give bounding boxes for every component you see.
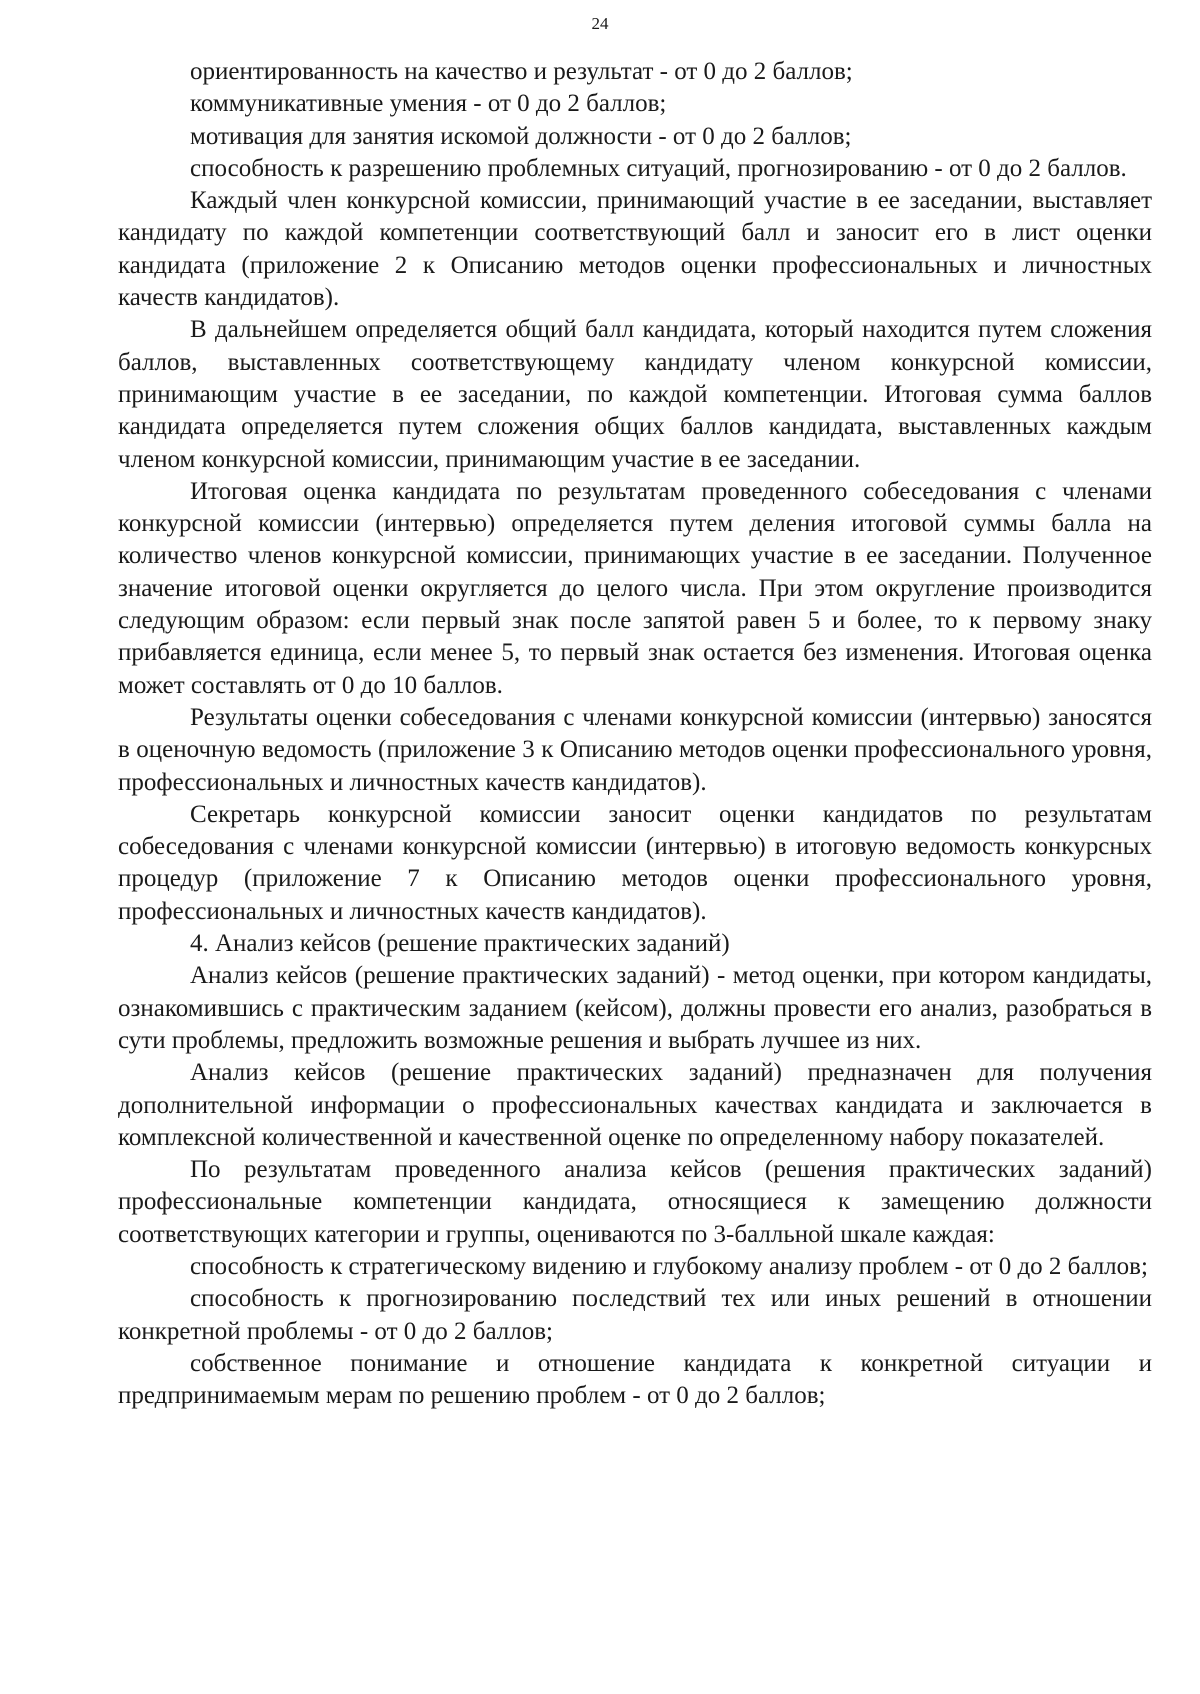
list-item-problem-solving: способность к разрешению проблемных ситуаций, прогнозированию - от 0 до 2 баллов.	[190, 154, 1127, 182]
section-heading-case-analysis: 4. Анализ кейсов (решение практических заданий)	[190, 930, 730, 958]
paragraph-evaluation-sheet: Результаты оценки собеседования с членами конкурсной комиссии (интервью) заносятся в оценочную ведомость (приложение 3 к Описанию методов оценки профессионального уровня, профессиональных и личностных качеств кандидатов).	[118, 703, 1152, 796]
paragraph-case-results: По результатам проведенного анализа кейсов (решения практических заданий) профессиональные компетенции кандидата, относящиеся к замещению должности соответствующих категории и группы, оцениваются по 3-балльной шкале каждая:	[118, 1156, 1152, 1248]
list-item-communication-skills: коммуникативные умения - от 0 до 2 баллов;	[190, 90, 667, 118]
list-item-strategic-vision: способность к стратегическому видению и глубокому анализу проблем - от 0 до 2 баллов;	[190, 1252, 1148, 1280]
paragraph-total-score: В дальнейшем определяется общий балл кандидата, который находится путем сложения баллов, выставленных соответствующему кандидату членом конкурсной комиссии, принимающим участие в ее заседании, по каждой компетенции. Итоговая сумма баллов кандидата определяется путем сложения общих баллов кандидата, выставленных каждым членом конкурсной комиссии, принимающим участие в ее заседании.	[118, 316, 1152, 473]
document-body	[118, 56, 1152, 1412]
paragraph-member-scoring: Каждый член конкурсной комиссии, принимающий участие в ее заседании, выставляет кандидату по каждой компетенции соответствующий балл и заносит его в лист оценки кандидата (приложение 2 к Описанию методов оценки профессиональных и личностных качеств кандидатов).	[118, 187, 1152, 312]
paragraph-case-purpose: Анализ кейсов (решение практических заданий) предназначен для получения дополнительной информации о профессиональных качествах кандидата и заключается в комплексной количественной и качественной оценке по определенному набору показателей.	[118, 1059, 1152, 1151]
page-number: 24	[591, 14, 609, 33]
list-item-motivation: мотивация для занятия искомой должности - от 0 до 2 баллов;	[190, 122, 852, 150]
paragraph-secretary: Секретарь конкурсной комиссии заносит оценки кандидатов по результатам собеседования с членами конкурсной комиссии (интервью) в итоговую ведомость конкурсных процедур (приложение 7 к Описанию методов оценки профессионального уровня, профессиональных и личностных качеств кандидатов).	[118, 800, 1152, 925]
list-item-forecasting: способность к прогнозированию последствий тех или иных решений в отношении конкретной проблемы - от 0 до 2 баллов;	[118, 1285, 1152, 1345]
list-item-own-understanding: собственное понимание и отношение кандидата к конкретной ситуации и предпринимаемым мерам по решению проблем - от 0 до 2 баллов;	[118, 1349, 1152, 1410]
paragraph-final-grade: Итоговая оценка кандидата по результатам проведенного собеседования с членами конкурсной комиссии (интервью) определяется путем деления итоговой суммы балла на количество членов конкурсной комиссии, принимающих участие в ее заседании. Полученное значение итоговой оценки округляется до целого числа. При этом округление производится следующим образом: если первый знак после запятой равен 5 и более, то к первому знаку прибавляется единица, если менее 5, то первый знак остается без изменения. Итоговая оценка может составлять от 0 до 10 баллов.	[118, 477, 1152, 699]
paragraph-case-definition: Анализ кейсов (решение практических заданий) - метод оценки, при котором кандидаты, ознакомившись с практическим заданием (кейсом), должны провести его анализ, разобраться в сути проблемы, предложить возможные решения и выбрать лучшее из них.	[118, 962, 1152, 1054]
list-item-quality-orientation: ориентированность на качество и результат - от 0 до 2 баллов;	[190, 58, 853, 85]
